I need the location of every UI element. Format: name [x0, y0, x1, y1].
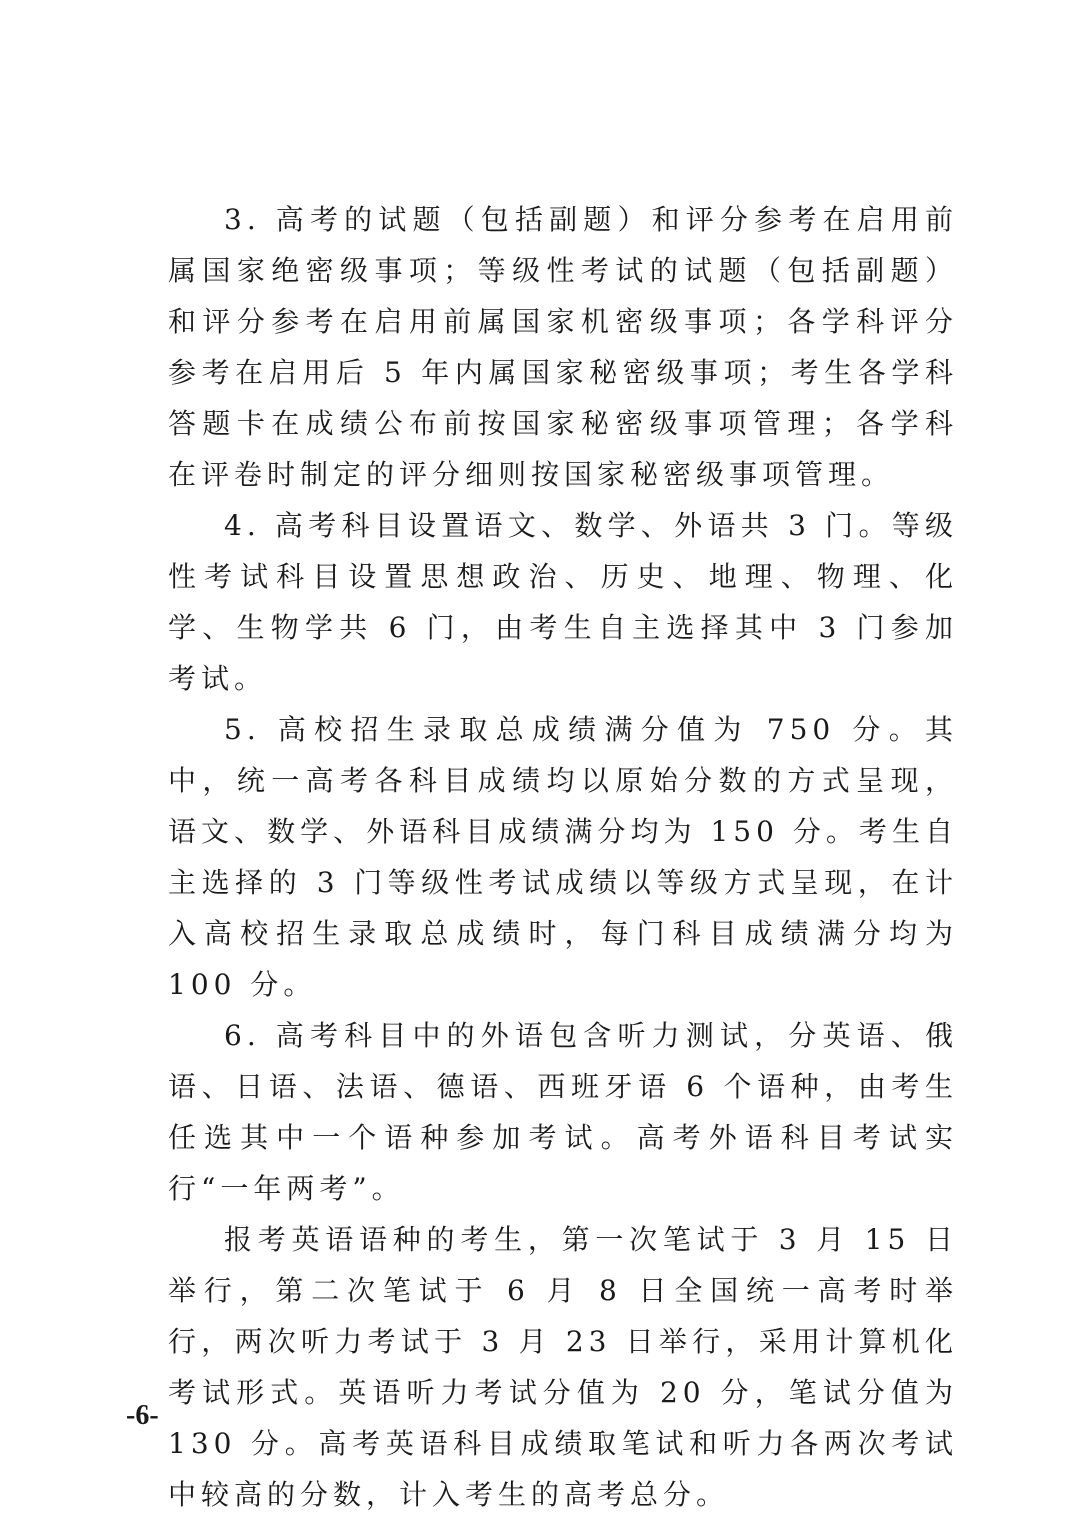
paragraph-item-6: 6. 高考科目中的外语包含听力测试，分英语、俄语、日语、法语、德语、西班牙语 6 个语种，由考生任选其中一个语种参加考试。高考外语科目考试实行“一年两考”。 — [168, 1019, 958, 1205]
paragraph-english-exam: 报考英语语种的考生，第一次笔试于 3 月 15 日举行，第二次笔试于 6 月 8 日全国统一高考时举行，两次听力考试于 3 月 23 日举行，采用计算机化考试形式。英语听力考试分值为 20 分，笔试分值为 130 分。高考英语科目成绩取笔试和听力各两次考试中较高的分数，计入考生的高考总分。 — [168, 1223, 958, 1511]
document-body — [168, 194, 958, 1520]
page-number: -6- — [126, 1400, 159, 1431]
paragraph-item-4: 4. 高考科目设置语文、数学、外语共 3 门。等级性考试科目设置思想政治、历史、地理、物理、化学、生物学共 6 门，由考生自主选择其中 3 门参加考试。 — [168, 509, 958, 695]
paragraph-item-5: 5. 高校招生录取总成绩满分值为 750 分。其中，统一高考各科目成绩均以原始分数的方式呈现，语文、数学、外语科目成绩满分均为 150 分。考生自主选择的 3 门等级性考试成绩以等级方式呈现，在计入高校招生录取总成绩时，每门科目成绩满分均为 100 分。 — [168, 713, 958, 1001]
paragraph-item-3: 3. 高考的试题（包括副题）和评分参考在启用前属国家绝密级事项；等级性考试的试题（包括副题）和评分参考在启用前属国家机密级事项；各学科评分参考在启用后 5 年内属国家秘密级事项；考生各学科答题卡在成绩公布前按国家秘密级事项管理；各学科在评卷时制定的评分细则按国家秘密级事项管理。 — [168, 203, 958, 491]
